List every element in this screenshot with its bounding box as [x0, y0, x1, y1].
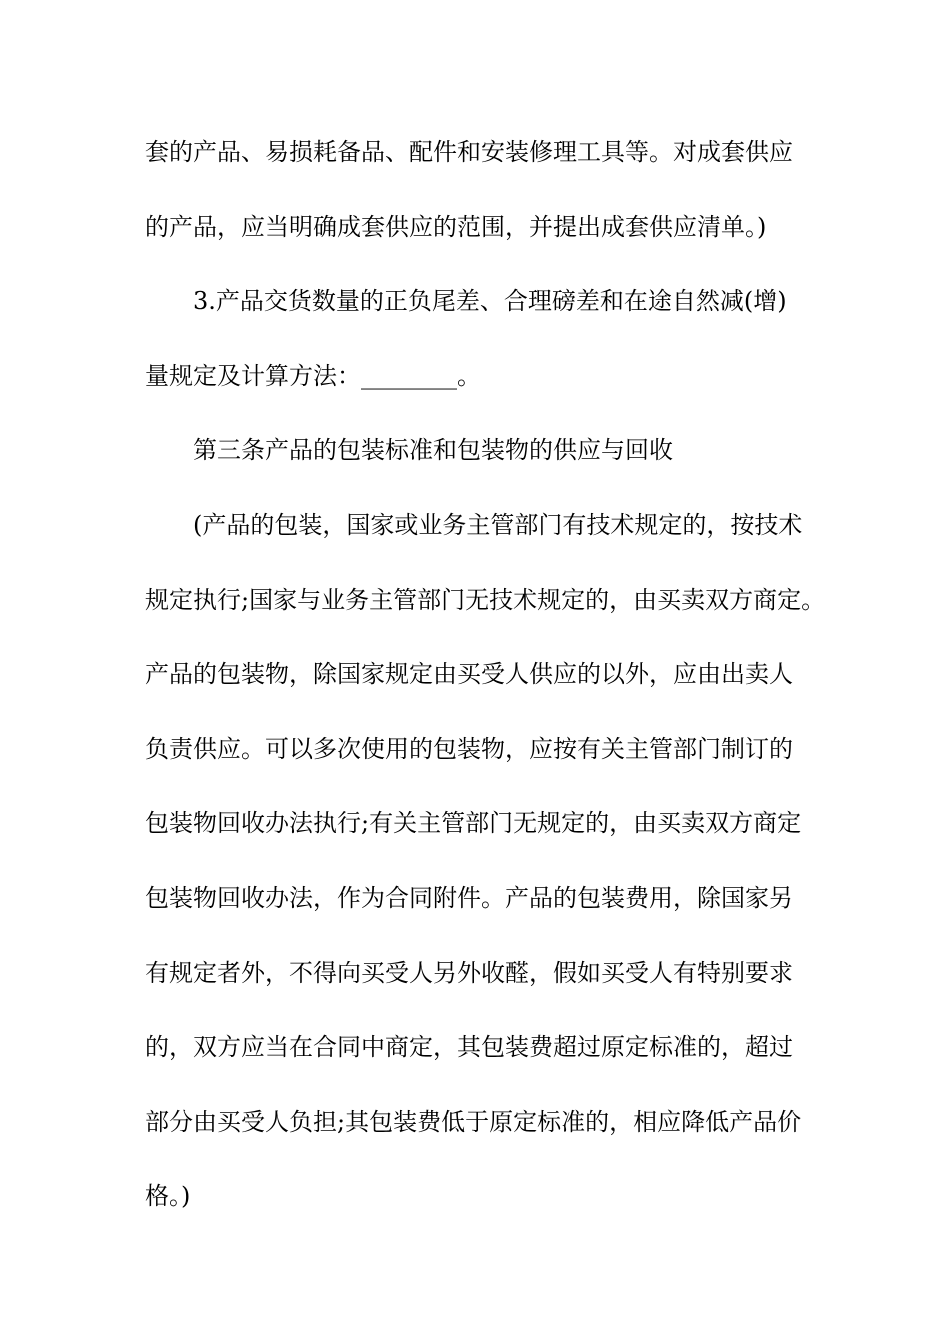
- text-line: 规定执行;国家与业务主管部门无技术规定的，由买卖双方商定。: [145, 586, 826, 614]
- text-line: 有规定者外，不得向买受人另外收醛，假如买受人有特别要求: [145, 959, 793, 987]
- text-line: 部分由买受人负担;其包装费低于原定标准的，相应降低产品价: [145, 1108, 802, 1136]
- text-line: 的，双方应当在合同中商定，其包装费超过原定标准的，超过: [145, 1033, 793, 1061]
- text-line: 3.产品交货数量的正负尾差、合理磅差和在途自然减(增): [193, 287, 787, 315]
- text-line: 包装物回收办法，作为合同附件。产品的包装费用，除国家另: [145, 884, 793, 912]
- text-line: 负责供应。可以多次使用的包装物，应按有关主管部门制订的: [145, 735, 793, 763]
- text-line: 套的产品、易损耗备品、配件和安装修理工具等。对成套供应: [145, 138, 793, 166]
- section-heading: 第三条产品的包装标准和包装物的供应与回收: [193, 436, 673, 464]
- text-line: (产品的包装，国家或业务主管部门有技术规定的，按技术: [193, 511, 803, 539]
- text-line: 包装物回收办法执行;有关主管部门无规定的，由买卖双方商定: [145, 809, 802, 837]
- text-line: 产品的包装物，除国家规定由买受人供应的以外，应由出卖人: [145, 660, 793, 688]
- text-line: 量规定及计算方法：________。: [145, 362, 481, 390]
- text-line: 的产品，应当明确成套供应的范围，并提出成套供应清单。): [145, 213, 767, 241]
- text-line: 格。): [145, 1182, 191, 1210]
